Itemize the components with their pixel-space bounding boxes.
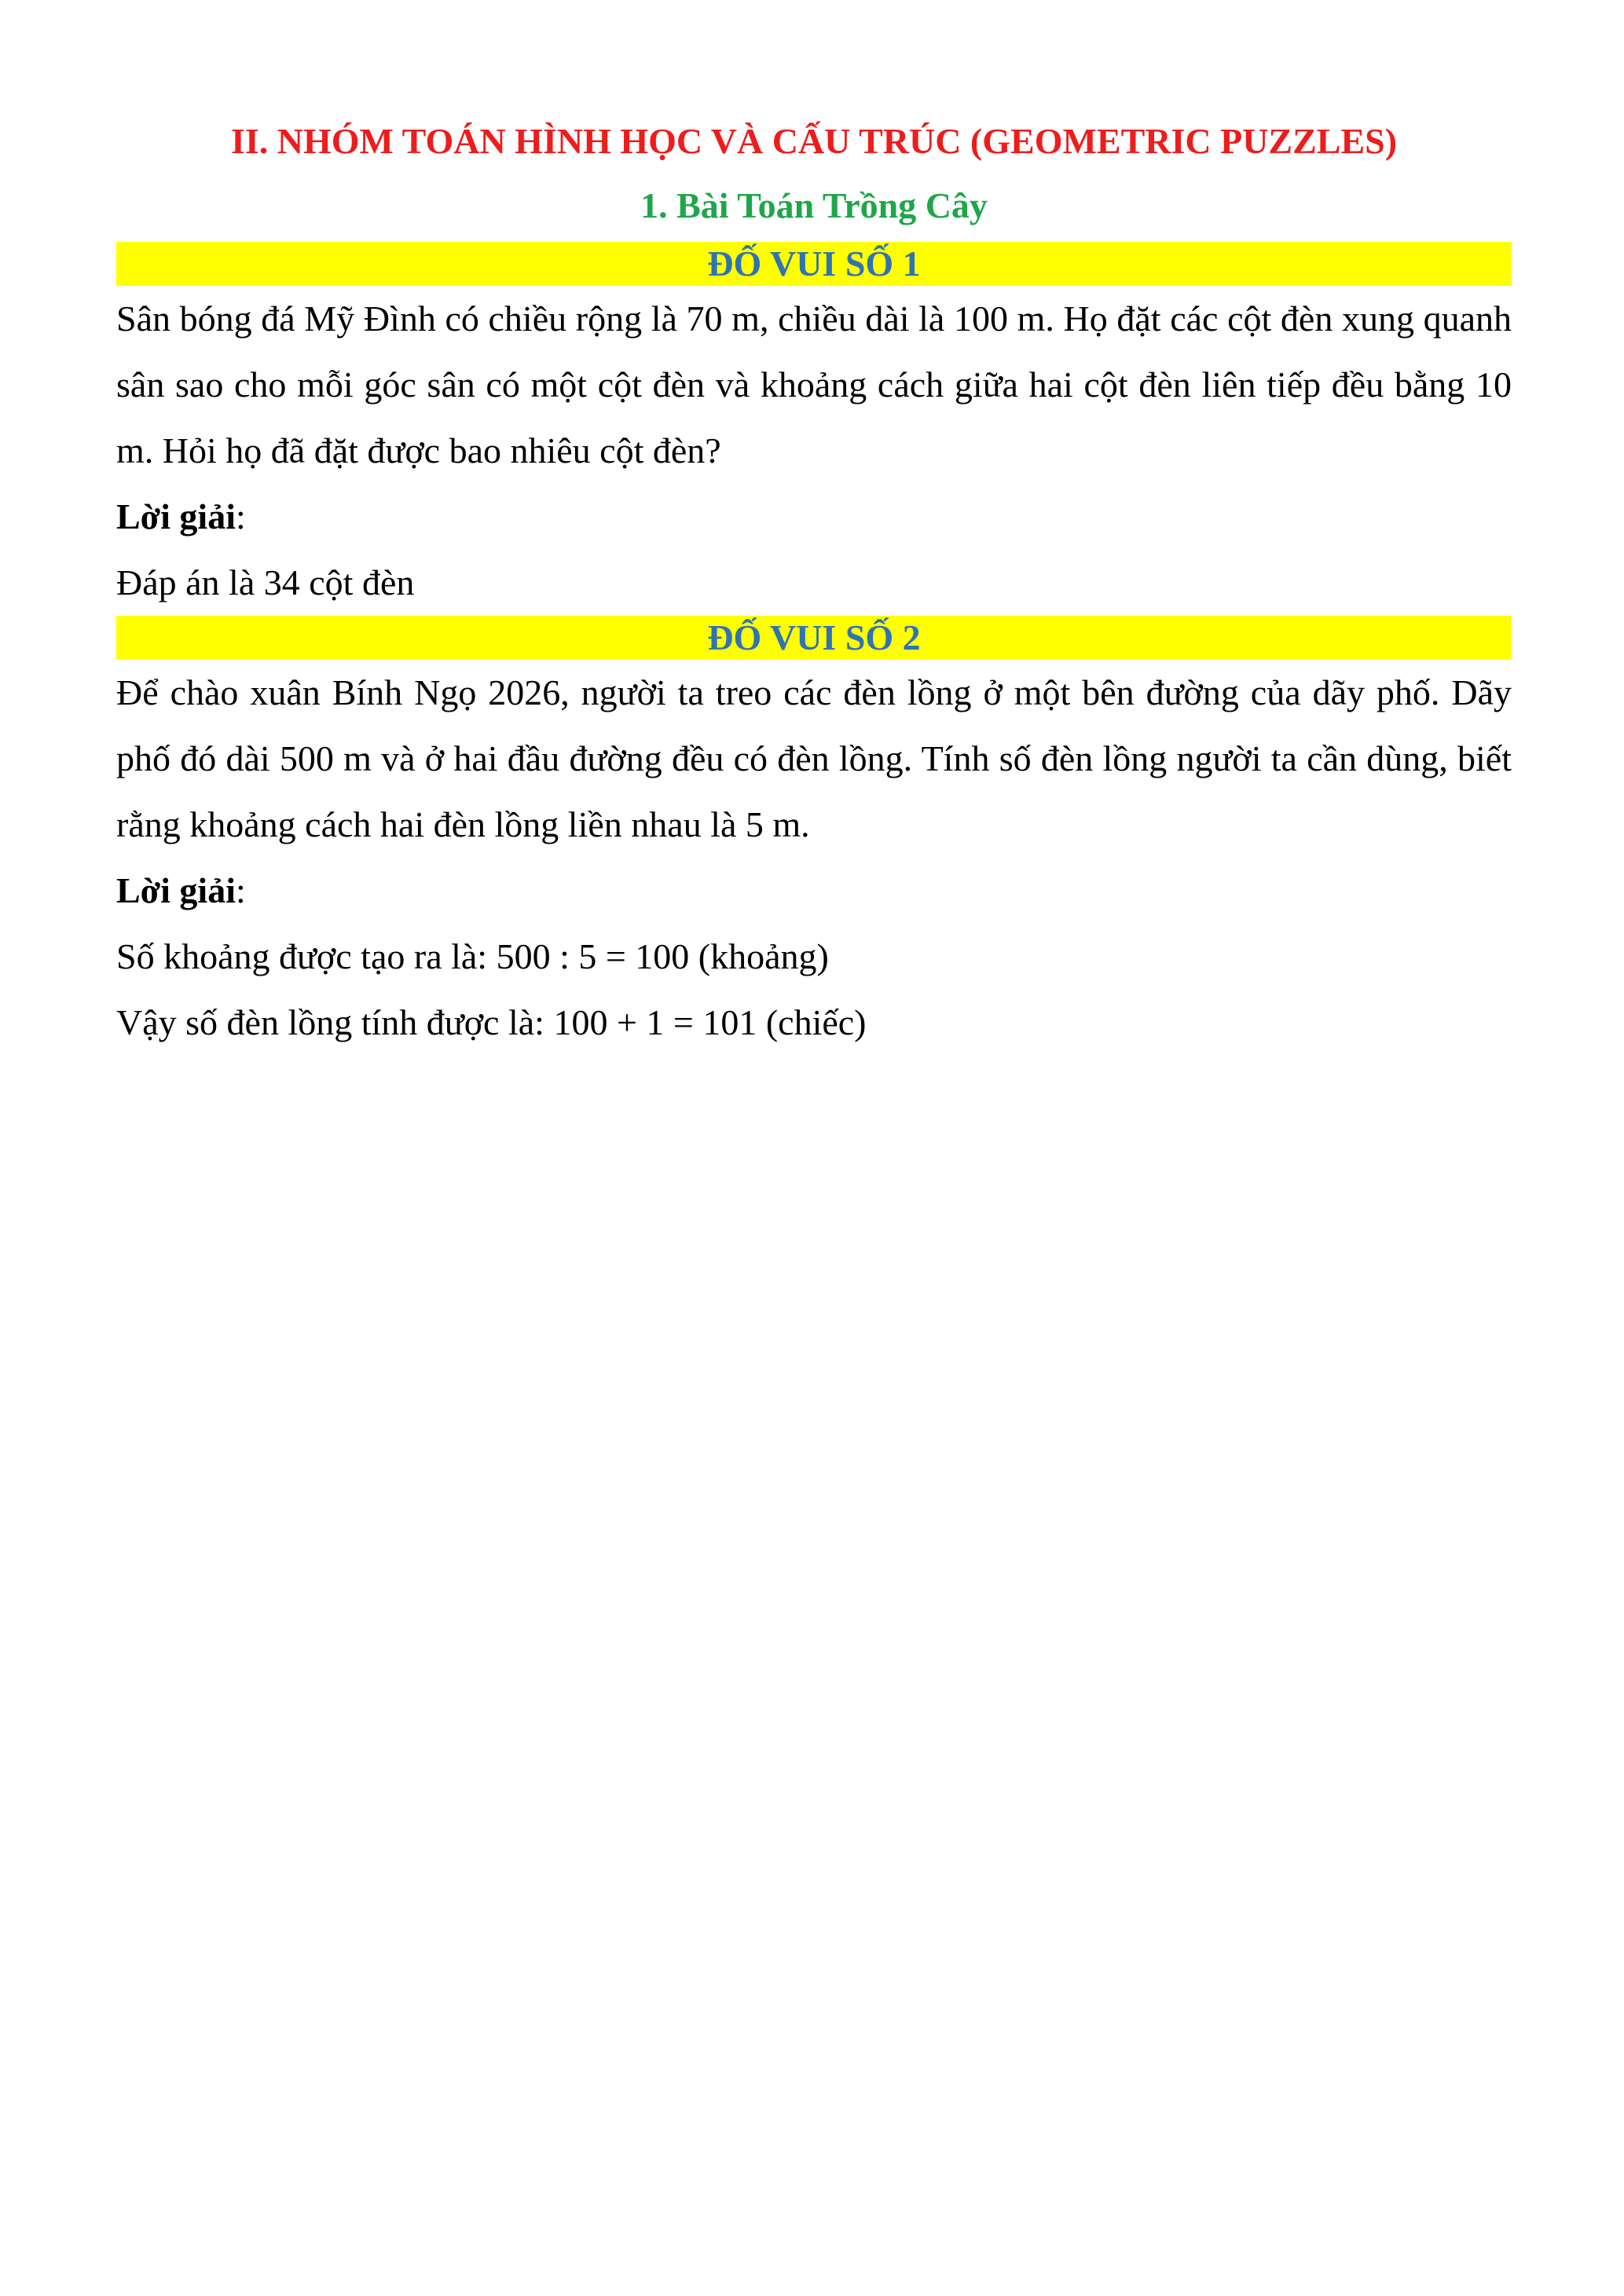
solution-line-2-2: Vậy số đèn lồng tính được là: 100 + 1 = 101 (chiếc) bbox=[116, 1002, 867, 1042]
solution-line-1-1: Đáp án là 34 cột đèn bbox=[116, 562, 415, 602]
solution-label-2: Lời giải bbox=[116, 870, 236, 910]
puzzle-header-2: ĐỐ VUI SỐ 2 bbox=[116, 616, 1512, 660]
solution-colon-1: : bbox=[236, 496, 246, 536]
puzzle-block-1 bbox=[116, 242, 1512, 616]
section-title: II. NHÓM TOÁN HÌNH HỌC VÀ CẤU TRÚC (GEOMETRIC PUZZLES) bbox=[230, 121, 1398, 161]
subsection-title: 1. Bài Toán Trồng Cây bbox=[640, 185, 988, 225]
solution-heading-1 bbox=[116, 484, 1512, 550]
solution-heading-2 bbox=[116, 858, 1512, 924]
document-page bbox=[116, 110, 1512, 1056]
puzzle-block-2 bbox=[116, 616, 1512, 1056]
solution-line-2-1: Số khoảng được tạo ra là: 500 : 5 = 100 (khoảng) bbox=[116, 936, 829, 976]
puzzle-question-2: Để chào xuân Bính Ngọ 2026, người ta treo các đèn lồng ở một bên đường của dãy phố. Dãy phố đó dài 500 m và ở hai đầu đường đều có đèn lồng. Tính số đèn lồng người ta cần dùng, biết rằng khoảng cách hai đèn lồng liền nhau là 5 m. bbox=[116, 672, 1512, 844]
solution-colon-2: : bbox=[236, 870, 246, 910]
puzzle-header-1: ĐỐ VUI SỐ 1 bbox=[116, 242, 1512, 286]
solution-label-1: Lời giải bbox=[116, 496, 236, 536]
puzzle-question-1: Sân bóng đá Mỹ Đình có chiều rộng là 70 m, chiều dài là 100 m. Họ đặt các cột đèn xung quanh sân sao cho mỗi góc sân có một cột đèn và khoảng cách giữa hai cột đèn liên tiếp đều bằng 10 m. Hỏi họ đã đặt được bao nhiêu cột đèn? bbox=[116, 298, 1512, 471]
